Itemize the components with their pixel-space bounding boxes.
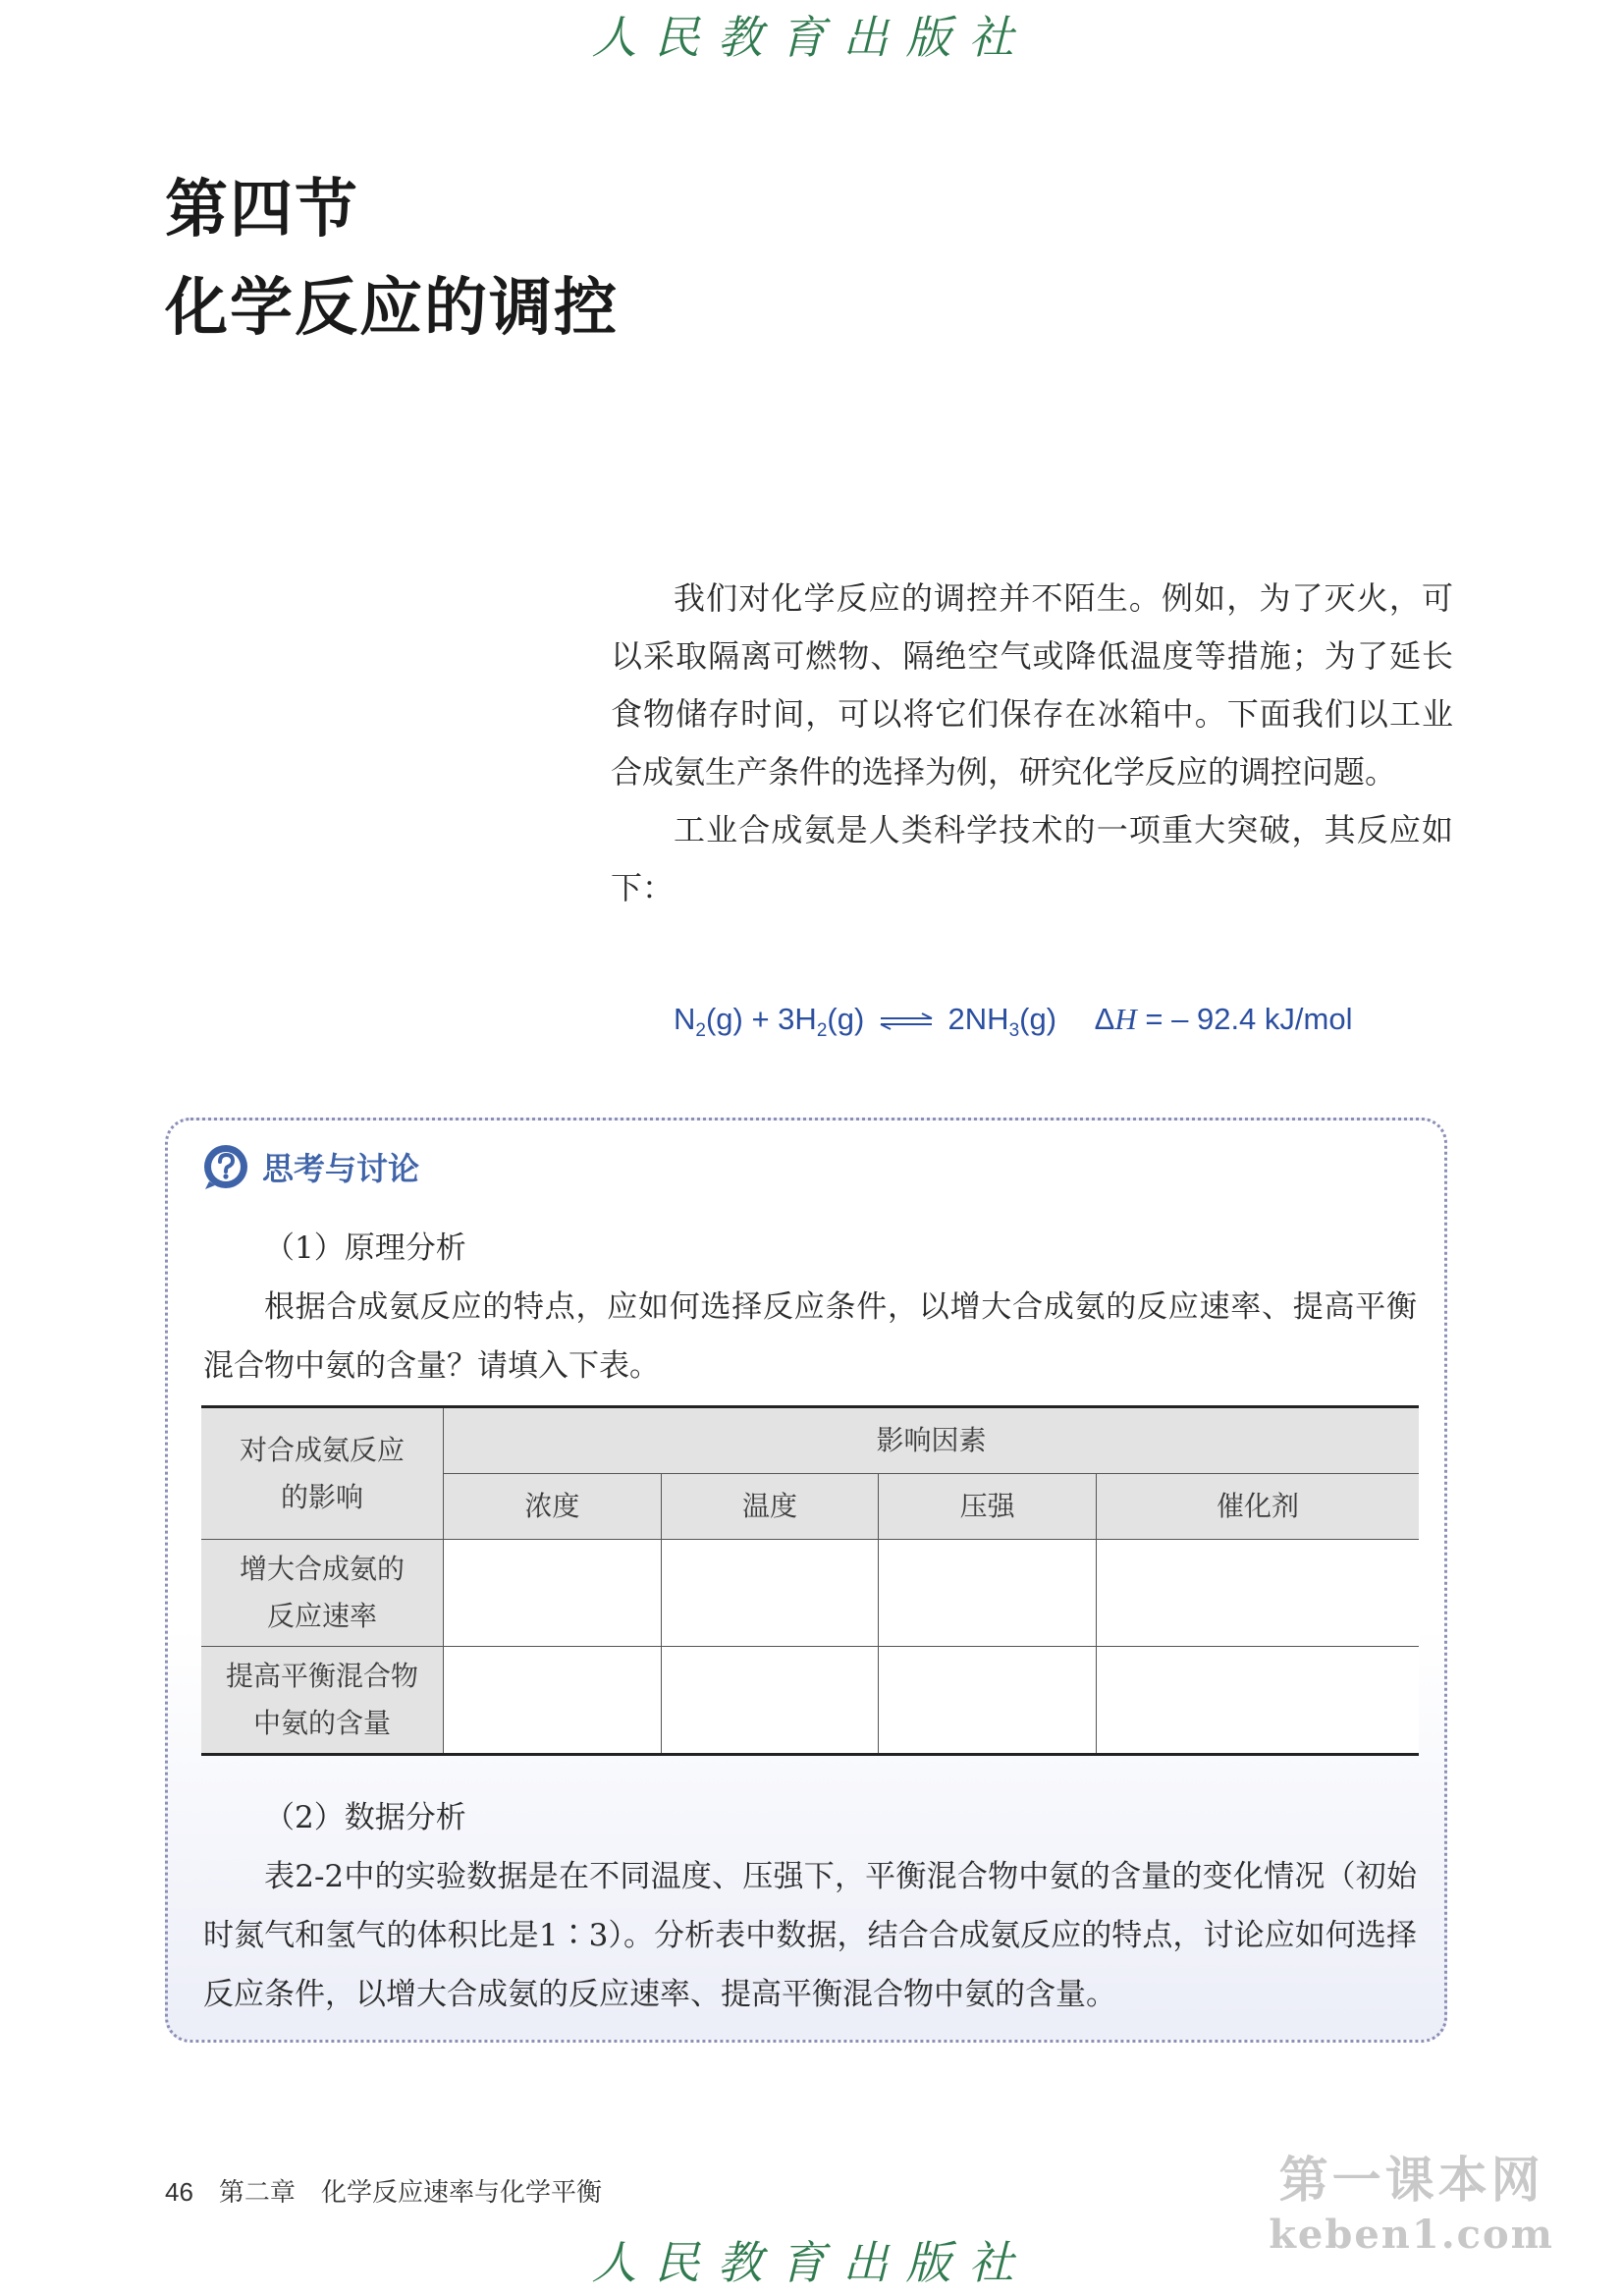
- answer-cell[interactable]: [1096, 1540, 1419, 1647]
- group-header: 影响因素: [444, 1407, 1420, 1474]
- intro-text: [611, 570, 1453, 917]
- think-title: 思考与讨论: [262, 1150, 420, 1187]
- row-label-line2: 反应速率: [266, 1600, 377, 1632]
- answer-cell[interactable]: [661, 1647, 879, 1755]
- publisher-logo-top: 人民教育出版社: [591, 11, 1032, 64]
- table-row: [201, 1647, 1419, 1755]
- eq-dh-value: = – 92.4 kJ/mol: [1145, 1002, 1353, 1036]
- eq-n2-state: (g) + 3H: [705, 1002, 817, 1036]
- chapter-title: 化学反应速率与化学平衡: [320, 2177, 602, 2207]
- row-label-line1: 提高平衡混合物: [225, 1660, 418, 1692]
- page-number: 46: [165, 2177, 193, 2207]
- row-label-line2: 中氨的含量: [252, 1707, 391, 1739]
- think-and-discuss-box: [165, 1118, 1447, 2043]
- factor-table: [201, 1405, 1419, 1756]
- part1-section: [203, 1219, 1417, 1395]
- corner-line2: 的影响: [280, 1480, 363, 1513]
- part1-text: 根据合成氨反应的特点，应如何选择反应条件，以增大合成氨的反应速率、提高平衡混合物中氨的含量？请填入下表。: [203, 1289, 1417, 1384]
- eq-h: H: [1114, 1002, 1137, 1036]
- answer-cell[interactable]: [1096, 1647, 1419, 1755]
- answer-cell[interactable]: [879, 1540, 1097, 1647]
- equilibrium-arrow-icon: [879, 1011, 934, 1031]
- factor-header: 温度: [661, 1474, 879, 1540]
- eq-delta-h: [1095, 1002, 1353, 1036]
- row-label: [201, 1647, 444, 1755]
- eq-delta: Δ: [1094, 1002, 1115, 1036]
- part2-heading: （2）数据分析: [264, 1800, 466, 1835]
- section-number: 第四节: [165, 174, 359, 246]
- corner-line1: 对合成氨反应: [239, 1433, 405, 1466]
- answer-cell[interactable]: [661, 1540, 879, 1647]
- answer-cell[interactable]: [879, 1647, 1097, 1755]
- eq-nh3-sub: 3: [1008, 1020, 1020, 1042]
- factor-header: 浓度: [444, 1474, 662, 1540]
- publisher-logo-bottom: 人民教育出版社: [591, 2236, 1032, 2289]
- eq-nh3: 2NH: [947, 1002, 1009, 1036]
- reaction-equation: [674, 1002, 1352, 1042]
- table-corner: [201, 1407, 444, 1540]
- question-bubble-icon: [201, 1142, 250, 1191]
- intro-paragraph-1: 我们对化学反应的调控并不陌生。例如，为了灭火，可以采取隔离可燃物、隔绝空气或降低温度等措施；为了延长食物储存时间，可以将它们保存在冰箱中。下面我们以工业合成氨生产条件的选择为例，研究化学反应的调控问题。: [611, 579, 1453, 791]
- page-footer: [165, 2172, 602, 2209]
- factor-header: 催化剂: [1096, 1474, 1419, 1540]
- intro-paragraph-2: 工业合成氨是人类科学技术的一项重大突破，其反应如下：: [611, 811, 1453, 906]
- eq-n2-sub: 2: [695, 1020, 706, 1042]
- eq-nh3-state: (g): [1019, 1002, 1057, 1036]
- watermark-line2: keben1.com: [1269, 2212, 1554, 2258]
- eq-n2: N: [674, 1002, 696, 1036]
- part2-section: [203, 1788, 1417, 2024]
- row-label-line1: 增大合成氨的: [239, 1553, 405, 1585]
- eq-h2-state: (g): [827, 1002, 865, 1036]
- part2-text: 表2-2中的实验数据是在不同温度、压强下，平衡混合物中氨的含量的变化情况（初始时氮气和氢气的体积比是1∶3）。分析表中数据，结合合成氨反应的特点，讨论应如何选择反应条件，以增大合成氨的反应速率、提高平衡混合物中氨的含量。: [203, 1859, 1417, 2012]
- think-header: [201, 1142, 419, 1191]
- part1-heading: （1）原理分析: [264, 1230, 466, 1266]
- answer-cell[interactable]: [444, 1540, 662, 1647]
- watermark-line1: 第一课本网: [1278, 2152, 1544, 2209]
- factor-header: 压强: [879, 1474, 1097, 1540]
- table-row: [201, 1540, 1419, 1647]
- chapter-label: 第二章: [218, 2177, 296, 2207]
- section-title: 化学反应的调控: [165, 272, 619, 345]
- row-label: [201, 1540, 444, 1647]
- answer-cell[interactable]: [444, 1647, 662, 1755]
- eq-h2-sub: 2: [816, 1020, 828, 1042]
